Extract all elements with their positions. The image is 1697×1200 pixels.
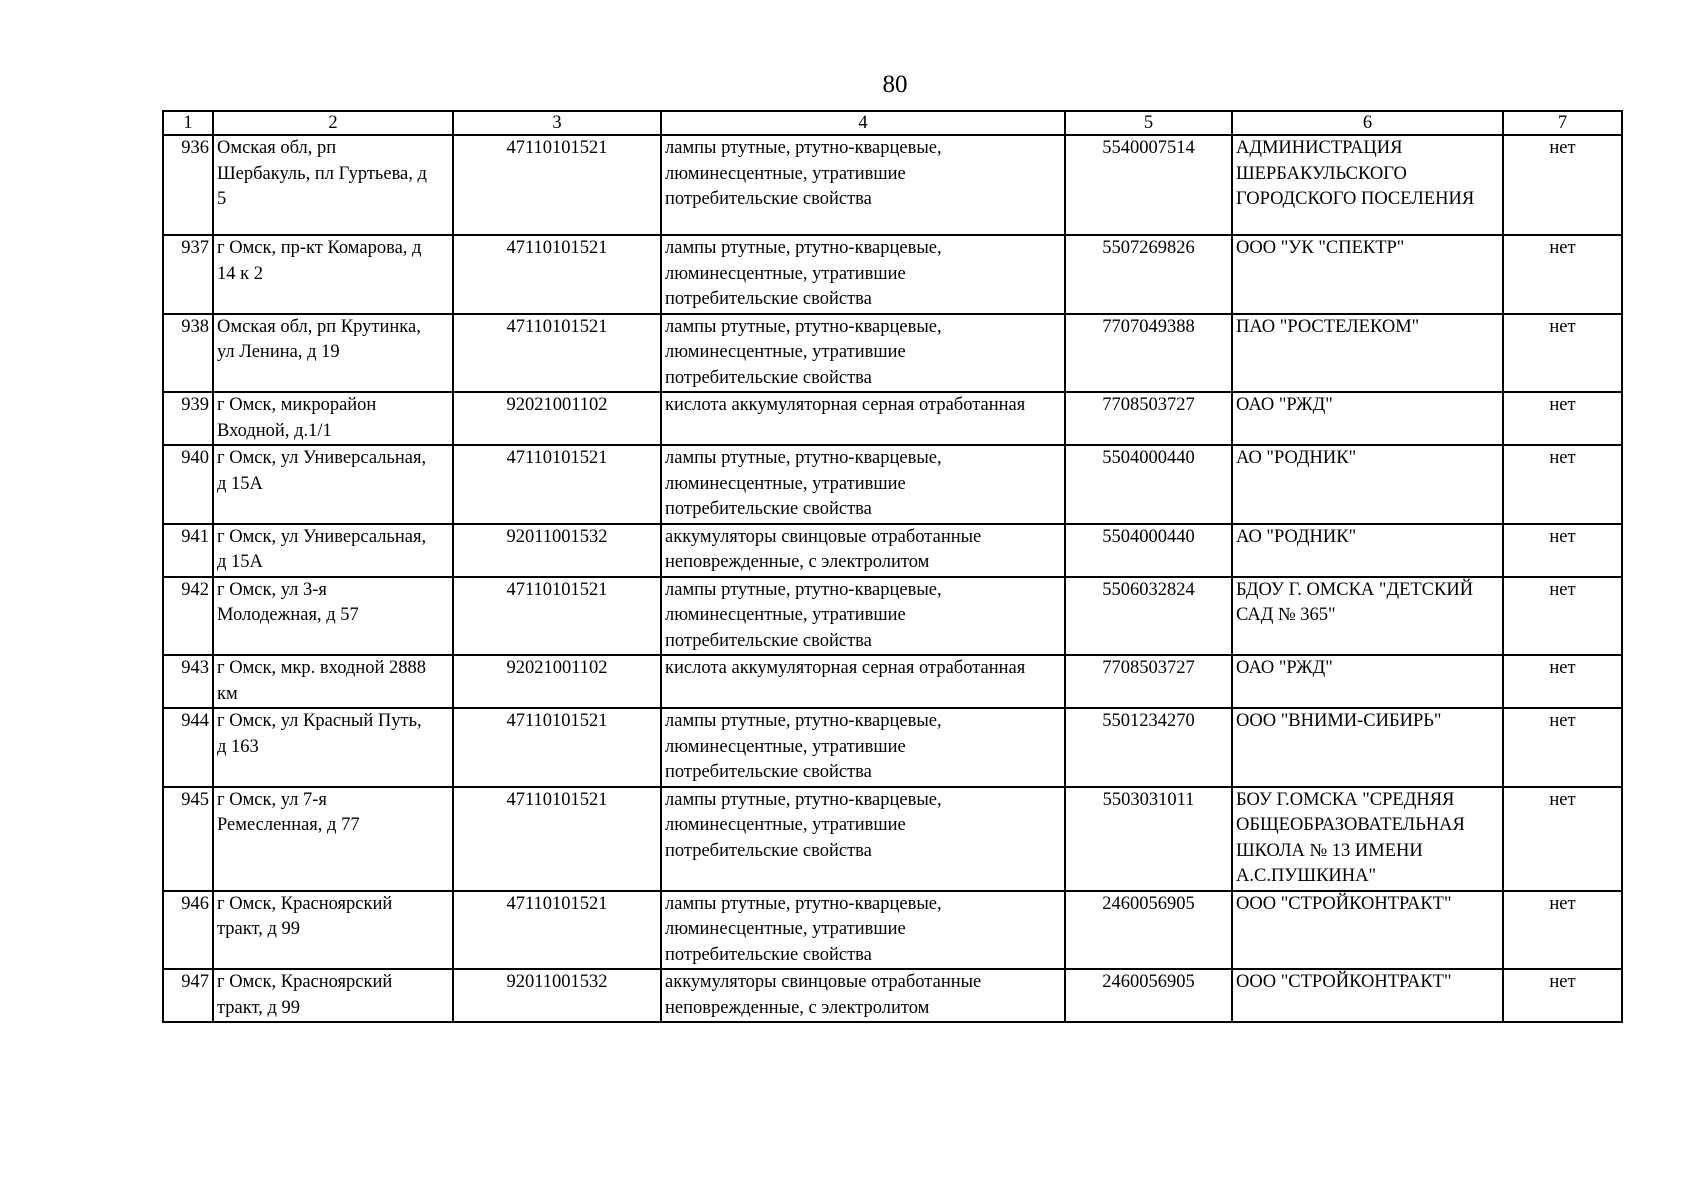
address-cell bbox=[213, 891, 453, 970]
address-cell bbox=[213, 235, 453, 314]
address-line: Омская обл, рп Крутинка, bbox=[217, 316, 421, 337]
row-number: 945 bbox=[163, 787, 213, 891]
address-line: г Омск, ул 7-я bbox=[217, 789, 327, 810]
waste-name-cell bbox=[661, 787, 1065, 891]
address-line: г Омск, Красноярский bbox=[217, 893, 393, 914]
inn-value: 2460056905 bbox=[1065, 891, 1232, 970]
waste-name-line: лампы ртутные, ртутно-кварцевые, bbox=[665, 789, 942, 810]
organization-line: АО "РОДНИК" bbox=[1236, 448, 1357, 468]
organization-cell bbox=[1232, 708, 1503, 787]
row-number: 942 bbox=[163, 577, 213, 656]
waste-name-line: лампы ртутные, ртутно-кварцевые, bbox=[665, 893, 942, 914]
waste-name-line: лампы ртутные, ртутно-кварцевые, bbox=[665, 448, 942, 468]
organization-line: ОБЩЕОБРАЗОВАТЕЛЬНАЯ bbox=[1236, 815, 1465, 835]
table-row bbox=[163, 708, 1622, 787]
address-line: г Омск, ул 3-я bbox=[217, 579, 327, 600]
row-number: 940 bbox=[163, 445, 213, 524]
waste-name-line: люминесцентные, утратившие bbox=[665, 605, 906, 625]
inn-value: 5503031011 bbox=[1065, 787, 1232, 891]
flag-value: нет bbox=[1503, 787, 1622, 891]
address-line: Входной, д.1/1 bbox=[217, 420, 332, 441]
address-cell bbox=[213, 969, 453, 1022]
waste-code: 47110101521 bbox=[453, 577, 661, 656]
waste-name-line: потребительские свойства bbox=[665, 367, 872, 388]
waste-name-line: потребительские свойства bbox=[665, 630, 872, 651]
waste-name-line: аккумуляторы свинцовые отработанные bbox=[665, 526, 982, 547]
column-header-4: 4 bbox=[661, 111, 1065, 135]
inn-value: 5504000440 bbox=[1065, 524, 1232, 577]
address-cell bbox=[213, 392, 453, 445]
organization-line: ОАО "РЖД" bbox=[1236, 658, 1333, 678]
waste-name-line: люминесцентные, утратившие bbox=[665, 342, 906, 362]
organization-line: А.С.ПУШКИНА" bbox=[1236, 866, 1377, 886]
address-line: д 15А bbox=[217, 473, 263, 494]
address-cell bbox=[213, 787, 453, 891]
waste-name-line: потребительские свойства bbox=[665, 499, 872, 519]
address-cell bbox=[213, 314, 453, 393]
table-row bbox=[163, 655, 1622, 708]
waste-name-line: кислота аккумуляторная серная отработанная bbox=[665, 658, 1026, 678]
organization-cell bbox=[1232, 969, 1503, 1022]
waste-code: 92021001102 bbox=[453, 655, 661, 708]
waste-code: 47110101521 bbox=[453, 445, 661, 524]
waste-name-line: потребительские свойства bbox=[665, 762, 872, 782]
address-line: г Омск, ул Универсальная, bbox=[217, 526, 427, 547]
address-line: г Омск, микрорайон bbox=[217, 395, 377, 415]
waste-name-line: люминесцентные, утратившие bbox=[665, 473, 906, 494]
waste-name-line: кислота аккумуляторная серная отработанная bbox=[665, 395, 1026, 415]
address-cell bbox=[213, 445, 453, 524]
organization-line: ШЕРБАКУЛЬСКОГО bbox=[1236, 163, 1407, 184]
row-number: 936 bbox=[163, 135, 213, 235]
waste-code: 92011001532 bbox=[453, 524, 661, 577]
address-cell bbox=[213, 135, 453, 235]
address-line: г Омск, мкр. входной 2888 bbox=[217, 658, 427, 678]
column-header-2: 2 bbox=[213, 111, 453, 135]
waste-name-cell bbox=[661, 655, 1065, 708]
organization-cell bbox=[1232, 445, 1503, 524]
flag-value: нет bbox=[1503, 524, 1622, 577]
row-number: 946 bbox=[163, 891, 213, 970]
waste-name-cell bbox=[661, 708, 1065, 787]
organization-cell bbox=[1232, 891, 1503, 970]
organization-line: ГОРОДСКОГО ПОСЕЛЕНИЯ bbox=[1236, 189, 1475, 209]
inn-value: 2460056905 bbox=[1065, 969, 1232, 1022]
row-number: 939 bbox=[163, 392, 213, 445]
organization-cell bbox=[1232, 787, 1503, 891]
inn-value: 7707049388 bbox=[1065, 314, 1232, 393]
address-line: г Омск, ул Универсальная, bbox=[217, 448, 427, 468]
row-number: 944 bbox=[163, 708, 213, 787]
organization-cell bbox=[1232, 392, 1503, 445]
flag-value: нет bbox=[1503, 708, 1622, 787]
table-row bbox=[163, 577, 1622, 656]
inn-value: 5540007514 bbox=[1065, 135, 1232, 235]
column-header-1: 1 bbox=[163, 111, 213, 135]
organization-cell bbox=[1232, 524, 1503, 577]
inn-value: 7708503727 bbox=[1065, 655, 1232, 708]
waste-registry-table bbox=[162, 110, 1623, 1023]
flag-value: нет bbox=[1503, 314, 1622, 393]
address-cell bbox=[213, 524, 453, 577]
waste-name-cell bbox=[661, 577, 1065, 656]
flag-value: нет bbox=[1503, 392, 1622, 445]
address-line: Ремесленная, д 77 bbox=[217, 815, 360, 835]
waste-name-line: лампы ртутные, ртутно-кварцевые, bbox=[665, 316, 942, 337]
flag-value: нет bbox=[1503, 135, 1622, 235]
table-row bbox=[163, 235, 1622, 314]
waste-name-line: люминесцентные, утратившие bbox=[665, 736, 906, 757]
address-line: д 163 bbox=[217, 736, 259, 757]
organization-line: АДМИНИСТРАЦИЯ bbox=[1236, 138, 1403, 158]
flag-value: нет bbox=[1503, 235, 1622, 314]
address-line: ул Ленина, д 19 bbox=[217, 342, 340, 362]
inn-value: 7708503727 bbox=[1065, 392, 1232, 445]
waste-name-cell bbox=[661, 235, 1065, 314]
waste-code: 92021001102 bbox=[453, 392, 661, 445]
row-number: 941 bbox=[163, 524, 213, 577]
waste-name-line: потребительские свойства bbox=[665, 289, 872, 309]
organization-line: ОАО "РЖД" bbox=[1236, 395, 1333, 415]
flag-value: нет bbox=[1503, 445, 1622, 524]
waste-name-cell bbox=[661, 891, 1065, 970]
column-header-5: 5 bbox=[1065, 111, 1232, 135]
waste-name-line: люминесцентные, утратившие bbox=[665, 815, 906, 835]
organization-line: ООО "СТРОЙКОНТРАКТ" bbox=[1236, 972, 1452, 992]
row-number: 947 bbox=[163, 969, 213, 1022]
address-line: г Омск, пр-кт Комарова, д bbox=[217, 238, 422, 258]
organization-line: ООО "СТРОЙКОНТРАКТ" bbox=[1236, 893, 1452, 914]
organization-cell bbox=[1232, 135, 1503, 235]
waste-code: 47110101521 bbox=[453, 235, 661, 314]
organization-line: АО "РОДНИК" bbox=[1236, 526, 1357, 547]
waste-name-line: потребительские свойства bbox=[665, 840, 872, 861]
address-line: д 15А bbox=[217, 552, 263, 572]
inn-value: 5507269826 bbox=[1065, 235, 1232, 314]
organization-line: ООО "УК "СПЕКТР" bbox=[1236, 238, 1405, 258]
address-line: 5 bbox=[217, 189, 227, 209]
table-row bbox=[163, 787, 1622, 891]
address-line: км bbox=[217, 683, 238, 704]
address-cell bbox=[213, 577, 453, 656]
organization-cell bbox=[1232, 314, 1503, 393]
table-row bbox=[163, 445, 1622, 524]
address-line: г Омск, Красноярский bbox=[217, 972, 393, 992]
waste-code: 47110101521 bbox=[453, 314, 661, 393]
address-cell bbox=[213, 655, 453, 708]
address-line: Молодежная, д 57 bbox=[217, 605, 359, 625]
address-line: тракт, д 99 bbox=[217, 919, 300, 939]
waste-code: 47110101521 bbox=[453, 787, 661, 891]
organization-line: ПАО "РОСТЕЛЕКОМ" bbox=[1236, 316, 1420, 337]
table-row bbox=[163, 135, 1622, 235]
waste-name-line: лампы ртутные, ртутно-кварцевые, bbox=[665, 579, 942, 600]
waste-name-line: потребительские свойства bbox=[665, 944, 872, 965]
column-header-6: 6 bbox=[1232, 111, 1503, 135]
waste-name-line: неповрежденные, с электролитом bbox=[665, 552, 930, 572]
waste-name-line: аккумуляторы свинцовые отработанные bbox=[665, 972, 982, 992]
address-line: тракт, д 99 bbox=[217, 997, 300, 1018]
organization-cell bbox=[1232, 577, 1503, 656]
inn-value: 5506032824 bbox=[1065, 577, 1232, 656]
waste-name-line: люминесцентные, утратившие bbox=[665, 919, 906, 939]
address-line: Шербакуль, пл Гуртьева, д bbox=[217, 163, 427, 184]
organization-line: БДОУ Г. ОМСКА "ДЕТСКИЙ bbox=[1236, 579, 1474, 600]
flag-value: нет bbox=[1503, 655, 1622, 708]
waste-name-cell bbox=[661, 524, 1065, 577]
address-cell bbox=[213, 708, 453, 787]
table-row bbox=[163, 392, 1622, 445]
waste-name-line: лампы ртутные, ртутно-кварцевые, bbox=[665, 138, 942, 158]
row-number: 937 bbox=[163, 235, 213, 314]
waste-code: 47110101521 bbox=[453, 708, 661, 787]
waste-name-cell bbox=[661, 314, 1065, 393]
inn-value: 5501234270 bbox=[1065, 708, 1232, 787]
waste-code: 47110101521 bbox=[453, 891, 661, 970]
column-header-7: 7 bbox=[1503, 111, 1622, 135]
organization-line: САД № 365" bbox=[1236, 605, 1336, 625]
waste-name-cell bbox=[661, 392, 1065, 445]
organization-cell bbox=[1232, 655, 1503, 708]
organization-cell bbox=[1232, 235, 1503, 314]
row-number: 938 bbox=[163, 314, 213, 393]
waste-name-line: лампы ртутные, ртутно-кварцевые, bbox=[665, 711, 942, 731]
table-row bbox=[163, 891, 1622, 970]
table-row bbox=[163, 969, 1622, 1022]
flag-value: нет bbox=[1503, 891, 1622, 970]
organization-line: ООО "ВНИМИ-СИБИРЬ" bbox=[1236, 711, 1442, 731]
waste-code: 47110101521 bbox=[453, 135, 661, 235]
waste-name-line: люминесцентные, утратившие bbox=[665, 163, 906, 184]
table-row bbox=[163, 314, 1622, 393]
inn-value: 5504000440 bbox=[1065, 445, 1232, 524]
waste-name-line: потребительские свойства bbox=[665, 189, 872, 209]
table-row bbox=[163, 524, 1622, 577]
waste-name-cell bbox=[661, 445, 1065, 524]
waste-name-line: неповрежденные, с электролитом bbox=[665, 997, 930, 1018]
address-line: Омская обл, рп bbox=[217, 138, 337, 158]
waste-name-cell bbox=[661, 135, 1065, 235]
waste-code: 92011001532 bbox=[453, 969, 661, 1022]
organization-line: БОУ Г.ОМСКА "СРЕДНЯЯ bbox=[1236, 789, 1455, 810]
waste-name-line: люминесцентные, утратившие bbox=[665, 263, 906, 284]
waste-name-cell bbox=[661, 969, 1065, 1022]
flag-value: нет bbox=[1503, 577, 1622, 656]
address-line: 14 к 2 bbox=[217, 263, 263, 284]
column-number-header-row bbox=[163, 111, 1622, 135]
waste-name-line: лампы ртутные, ртутно-кварцевые, bbox=[665, 238, 942, 258]
page-number: 80 bbox=[882, 71, 908, 98]
column-header-3: 3 bbox=[453, 111, 661, 135]
address-line: г Омск, ул Красный Путь, bbox=[217, 711, 422, 731]
organization-line: ШКОЛА № 13 ИМЕНИ bbox=[1236, 840, 1423, 861]
row-number: 943 bbox=[163, 655, 213, 708]
flag-value: нет bbox=[1503, 969, 1622, 1022]
